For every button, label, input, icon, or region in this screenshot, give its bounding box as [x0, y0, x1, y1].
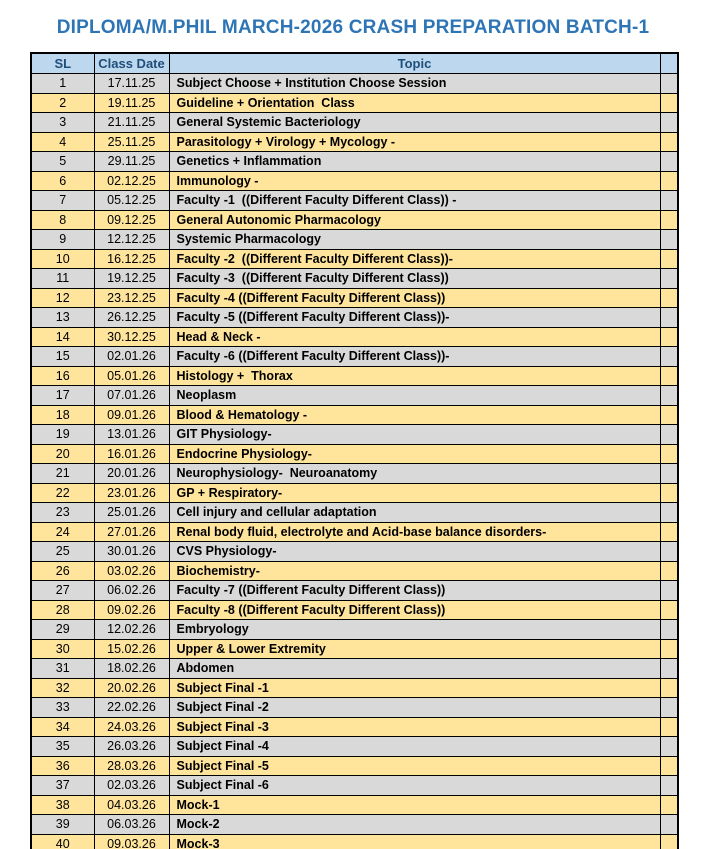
table-row	[31, 561, 678, 581]
sl-cell: 40	[31, 834, 94, 849]
spacer-cell	[660, 464, 678, 484]
table-row	[31, 834, 678, 849]
topic-cell: Mock-3	[169, 834, 660, 849]
topic-cell: Neoplasm	[169, 386, 660, 406]
sl-cell: 14	[31, 327, 94, 347]
table-row	[31, 620, 678, 640]
header-row	[31, 53, 678, 74]
spacer-cell	[660, 152, 678, 172]
topic-cell: GP + Respiratory-	[169, 483, 660, 503]
date-cell: 27.01.26	[94, 522, 169, 542]
topic-cell: Endocrine Physiology-	[169, 444, 660, 464]
topic-cell: Immunology -	[169, 171, 660, 191]
table-row	[31, 152, 678, 172]
column-header-spacer	[660, 53, 678, 74]
topic-cell: Blood & Hematology -	[169, 405, 660, 425]
spacer-cell	[660, 113, 678, 133]
spacer-cell	[660, 93, 678, 113]
table-row	[31, 795, 678, 815]
spacer-cell	[660, 74, 678, 94]
sl-cell: 10	[31, 249, 94, 269]
sl-cell: 33	[31, 698, 94, 718]
topic-cell: Subject Final -6	[169, 776, 660, 796]
date-cell: 26.12.25	[94, 308, 169, 328]
spacer-cell	[660, 249, 678, 269]
spacer-cell	[660, 717, 678, 737]
spacer-cell	[660, 308, 678, 328]
date-cell: 05.01.26	[94, 366, 169, 386]
sl-cell: 7	[31, 191, 94, 211]
sl-cell: 15	[31, 347, 94, 367]
date-cell: 17.11.25	[94, 74, 169, 94]
date-cell: 16.12.25	[94, 249, 169, 269]
table-row	[31, 483, 678, 503]
table-row	[31, 639, 678, 659]
spacer-cell	[660, 327, 678, 347]
topic-cell: Mock-2	[169, 815, 660, 835]
table-row	[31, 776, 678, 796]
sl-cell: 25	[31, 542, 94, 562]
sl-cell: 31	[31, 659, 94, 679]
table-row	[31, 600, 678, 620]
table-row	[31, 405, 678, 425]
spacer-cell	[660, 795, 678, 815]
topic-cell: Subject Final -4	[169, 737, 660, 757]
date-cell: 06.02.26	[94, 581, 169, 601]
topic-cell: Subject Final -3	[169, 717, 660, 737]
sl-cell: 20	[31, 444, 94, 464]
spacer-cell	[660, 503, 678, 523]
topic-cell: Neurophysiology- Neuroanatomy	[169, 464, 660, 484]
table-row	[31, 230, 678, 250]
topic-cell: Head & Neck -	[169, 327, 660, 347]
sl-cell: 11	[31, 269, 94, 289]
topic-cell: Subject Final -1	[169, 678, 660, 698]
topic-cell: Renal body fluid, electrolyte and Acid-base balance disorders-	[169, 522, 660, 542]
schedule-table	[30, 52, 679, 849]
column-header-date: Class Date	[94, 53, 169, 74]
sl-cell: 3	[31, 113, 94, 133]
table-row	[31, 698, 678, 718]
date-cell: 02.03.26	[94, 776, 169, 796]
sl-cell: 35	[31, 737, 94, 757]
date-cell: 25.01.26	[94, 503, 169, 523]
table-row	[31, 74, 678, 94]
topic-cell: Upper & Lower Extremity	[169, 639, 660, 659]
topic-cell: Faculty -7 ((Different Faculty Different Class))	[169, 581, 660, 601]
sl-cell: 5	[31, 152, 94, 172]
date-cell: 15.02.26	[94, 639, 169, 659]
table-row	[31, 327, 678, 347]
spacer-cell	[660, 386, 678, 406]
table-row	[31, 347, 678, 367]
sl-cell: 38	[31, 795, 94, 815]
date-cell: 12.12.25	[94, 230, 169, 250]
date-cell: 12.02.26	[94, 620, 169, 640]
table-row	[31, 366, 678, 386]
table-row	[31, 581, 678, 601]
topic-cell: Faculty -6 ((Different Faculty Different Class))-	[169, 347, 660, 367]
date-cell: 30.12.25	[94, 327, 169, 347]
date-cell: 09.02.26	[94, 600, 169, 620]
topic-cell: General Systemic Bacteriology	[169, 113, 660, 133]
topic-cell: Cell injury and cellular adaptation	[169, 503, 660, 523]
spacer-cell	[660, 542, 678, 562]
topic-cell: Faculty -4 ((Different Faculty Different Class))	[169, 288, 660, 308]
sl-cell: 36	[31, 756, 94, 776]
table-row	[31, 210, 678, 230]
topic-cell: Subject Choose + Institution Choose Session	[169, 74, 660, 94]
date-cell: 20.02.26	[94, 678, 169, 698]
date-cell: 02.01.26	[94, 347, 169, 367]
sl-cell: 27	[31, 581, 94, 601]
sl-cell: 39	[31, 815, 94, 835]
spacer-cell	[660, 561, 678, 581]
sl-cell: 21	[31, 464, 94, 484]
spacer-cell	[660, 483, 678, 503]
date-cell: 23.01.26	[94, 483, 169, 503]
spacer-cell	[660, 815, 678, 835]
spacer-cell	[660, 659, 678, 679]
spacer-cell	[660, 405, 678, 425]
table-header	[31, 53, 678, 74]
table-row	[31, 444, 678, 464]
sl-cell: 12	[31, 288, 94, 308]
date-cell: 19.12.25	[94, 269, 169, 289]
topic-cell: CVS Physiology-	[169, 542, 660, 562]
date-cell: 18.02.26	[94, 659, 169, 679]
spacer-cell	[660, 639, 678, 659]
date-cell: 16.01.26	[94, 444, 169, 464]
date-cell: 20.01.26	[94, 464, 169, 484]
sl-cell: 18	[31, 405, 94, 425]
sl-cell: 4	[31, 132, 94, 152]
topic-cell: Faculty -2 ((Different Faculty Different Class))-	[169, 249, 660, 269]
table-row	[31, 678, 678, 698]
table-row	[31, 269, 678, 289]
topic-cell: Faculty -8 ((Different Faculty Different Class))	[169, 600, 660, 620]
sl-cell: 8	[31, 210, 94, 230]
spacer-cell	[660, 698, 678, 718]
spacer-cell	[660, 210, 678, 230]
table-row	[31, 288, 678, 308]
date-cell: 28.03.26	[94, 756, 169, 776]
sl-cell: 1	[31, 74, 94, 94]
spacer-cell	[660, 230, 678, 250]
topic-cell: Mock-1	[169, 795, 660, 815]
spacer-cell	[660, 678, 678, 698]
table-row	[31, 386, 678, 406]
date-cell: 29.11.25	[94, 152, 169, 172]
topic-cell: Parasitology + Virology + Mycology -	[169, 132, 660, 152]
sl-cell: 23	[31, 503, 94, 523]
date-cell: 06.03.26	[94, 815, 169, 835]
sl-cell: 19	[31, 425, 94, 445]
sl-cell: 37	[31, 776, 94, 796]
date-cell: 04.03.26	[94, 795, 169, 815]
sl-cell: 32	[31, 678, 94, 698]
topic-cell: Abdomen	[169, 659, 660, 679]
spacer-cell	[660, 600, 678, 620]
sl-cell: 9	[31, 230, 94, 250]
date-cell: 25.11.25	[94, 132, 169, 152]
topic-cell: Genetics + Inflammation	[169, 152, 660, 172]
table-row	[31, 249, 678, 269]
column-header-topic: Topic	[169, 53, 660, 74]
topic-cell: Histology + Thorax	[169, 366, 660, 386]
sl-cell: 34	[31, 717, 94, 737]
table-row	[31, 464, 678, 484]
topic-cell: GIT Physiology-	[169, 425, 660, 445]
sl-cell: 17	[31, 386, 94, 406]
topic-cell: Subject Final -2	[169, 698, 660, 718]
spacer-cell	[660, 288, 678, 308]
spacer-cell	[660, 171, 678, 191]
topic-cell: Faculty -5 ((Different Faculty Different Class))-	[169, 308, 660, 328]
sl-cell: 6	[31, 171, 94, 191]
table-row	[31, 425, 678, 445]
spacer-cell	[660, 776, 678, 796]
date-cell: 26.03.26	[94, 737, 169, 757]
table-row	[31, 522, 678, 542]
sl-cell: 30	[31, 639, 94, 659]
table-row	[31, 113, 678, 133]
table-row	[31, 717, 678, 737]
spacer-cell	[660, 269, 678, 289]
sl-cell: 16	[31, 366, 94, 386]
table-row	[31, 756, 678, 776]
spacer-cell	[660, 444, 678, 464]
sl-cell: 29	[31, 620, 94, 640]
table-row	[31, 737, 678, 757]
sl-cell: 22	[31, 483, 94, 503]
date-cell: 24.03.26	[94, 717, 169, 737]
date-cell: 13.01.26	[94, 425, 169, 445]
date-cell: 07.01.26	[94, 386, 169, 406]
table-body	[31, 74, 678, 849]
date-cell: 09.03.26	[94, 834, 169, 849]
sl-cell: 26	[31, 561, 94, 581]
topic-cell: Faculty -1 ((Different Faculty Different Class)) -	[169, 191, 660, 211]
table-row	[31, 815, 678, 835]
sl-cell: 2	[31, 93, 94, 113]
spacer-cell	[660, 620, 678, 640]
date-cell: 03.02.26	[94, 561, 169, 581]
table-row	[31, 308, 678, 328]
date-cell: 09.12.25	[94, 210, 169, 230]
date-cell: 02.12.25	[94, 171, 169, 191]
table-row	[31, 659, 678, 679]
date-cell: 21.11.25	[94, 113, 169, 133]
spacer-cell	[660, 425, 678, 445]
table-row	[31, 191, 678, 211]
spacer-cell	[660, 366, 678, 386]
spacer-cell	[660, 522, 678, 542]
spacer-cell	[660, 834, 678, 849]
sl-cell: 24	[31, 522, 94, 542]
topic-cell: Guideline + Orientation Class	[169, 93, 660, 113]
sl-cell: 28	[31, 600, 94, 620]
date-cell: 23.12.25	[94, 288, 169, 308]
topic-cell: General Autonomic Pharmacology	[169, 210, 660, 230]
date-cell: 19.11.25	[94, 93, 169, 113]
page-title: DIPLOMA/M.PHIL MARCH-2026 CRASH PREPARATION BATCH-1	[56, 17, 650, 38]
date-cell: 22.02.26	[94, 698, 169, 718]
sl-cell: 13	[31, 308, 94, 328]
date-cell: 09.01.26	[94, 405, 169, 425]
topic-cell: Systemic Pharmacology	[169, 230, 660, 250]
table-row	[31, 503, 678, 523]
date-cell: 30.01.26	[94, 542, 169, 562]
column-header-sl: SL	[31, 53, 94, 74]
topic-cell: Embryology	[169, 620, 660, 640]
spacer-cell	[660, 347, 678, 367]
topic-cell: Subject Final -5	[169, 756, 660, 776]
spacer-cell	[660, 737, 678, 757]
table-row	[31, 542, 678, 562]
spacer-cell	[660, 756, 678, 776]
table-row	[31, 171, 678, 191]
spacer-cell	[660, 191, 678, 211]
table-row	[31, 132, 678, 152]
spacer-cell	[660, 581, 678, 601]
table-row	[31, 93, 678, 113]
spacer-cell	[660, 132, 678, 152]
topic-cell: Biochemistry-	[169, 561, 660, 581]
topic-cell: Faculty -3 ((Different Faculty Different Class))	[169, 269, 660, 289]
date-cell: 05.12.25	[94, 191, 169, 211]
